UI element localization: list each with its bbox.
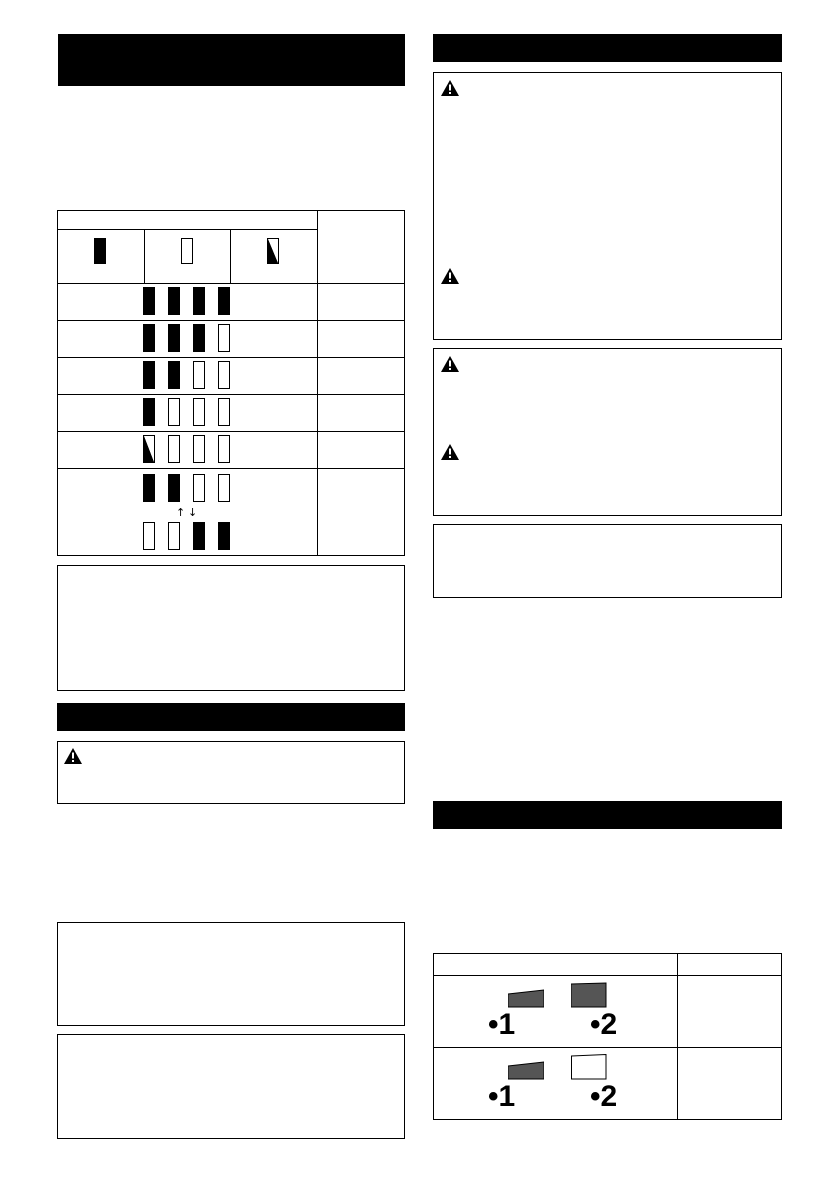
warning-triangle-icon (441, 356, 459, 372)
battery-lamp (143, 287, 155, 315)
section-header-bar (433, 34, 782, 62)
battery-lamp (143, 435, 155, 463)
arrow-down-icon: ↓ (188, 506, 198, 519)
section-header-bar (58, 34, 405, 86)
battery-lamp (193, 287, 205, 315)
table-rule (433, 1047, 782, 1048)
note-box (57, 1034, 405, 1139)
battery-lamp (218, 474, 230, 502)
table-rule (433, 975, 782, 976)
warning-triangle-icon (441, 268, 459, 284)
section-header-bar (57, 703, 405, 731)
battery-lamp (193, 474, 205, 502)
battery-lamp (218, 398, 230, 426)
speed-dot-1-label: •1 (488, 1080, 516, 1113)
table-rule (230, 229, 231, 283)
speed-dot-2-label: •2 (590, 1080, 618, 1113)
speed-dot-1-label: •1 (488, 1008, 516, 1041)
battery-lamp (143, 474, 155, 502)
note-box (57, 565, 405, 691)
section-header-bar (433, 801, 782, 829)
battery-lamp (168, 522, 180, 550)
speed-lamp-1-icon (508, 1060, 544, 1080)
battery-lamp (168, 361, 180, 389)
battery-lamp (193, 324, 205, 352)
speed-lamp-1-icon (508, 988, 544, 1008)
table-rule (57, 468, 405, 469)
table-rule (57, 320, 405, 321)
battery-lamp (143, 361, 155, 389)
warning-box (433, 348, 782, 516)
battery-lamp (168, 398, 180, 426)
battery-lamp (193, 522, 205, 550)
battery-lamp (218, 361, 230, 389)
table-rule (57, 229, 317, 230)
warning-triangle-icon (441, 80, 459, 96)
battery-lamp (218, 522, 230, 550)
warning-box (57, 741, 405, 804)
battery-lamp (193, 398, 205, 426)
table-rule (317, 210, 318, 556)
battery-lamp (218, 324, 230, 352)
battery-lamp (193, 361, 205, 389)
battery-lamp (143, 324, 155, 352)
table-rule (57, 357, 405, 358)
battery-lamp (168, 474, 180, 502)
legend-lamp-off (181, 238, 193, 264)
battery-lamp (168, 324, 180, 352)
battery-lamp (218, 287, 230, 315)
battery-lamp (168, 287, 180, 315)
warning-triangle-icon (441, 444, 459, 460)
note-box (57, 922, 405, 1026)
battery-lamp (193, 435, 205, 463)
warning-triangle-icon (64, 748, 82, 764)
note-box (433, 524, 782, 598)
battery-indicator-table (57, 210, 405, 556)
battery-lamp (218, 435, 230, 463)
table-rule (57, 283, 405, 284)
legend-lamp-on (94, 238, 106, 264)
battery-lamp (168, 435, 180, 463)
speed-lamp-2-off-icon (571, 1054, 607, 1080)
speed-lamp-2-icon (571, 982, 607, 1008)
warning-box (433, 72, 782, 340)
battery-lamp (143, 398, 155, 426)
speed-dot-2-label: •2 (590, 1008, 618, 1041)
table-rule (57, 394, 405, 395)
table-rule (144, 229, 145, 283)
legend-lamp-blinking (267, 238, 279, 264)
arrow-up-icon: ↑ (176, 506, 186, 519)
battery-lamp (143, 522, 155, 550)
table-rule (57, 431, 405, 432)
table-rule (677, 953, 678, 1120)
